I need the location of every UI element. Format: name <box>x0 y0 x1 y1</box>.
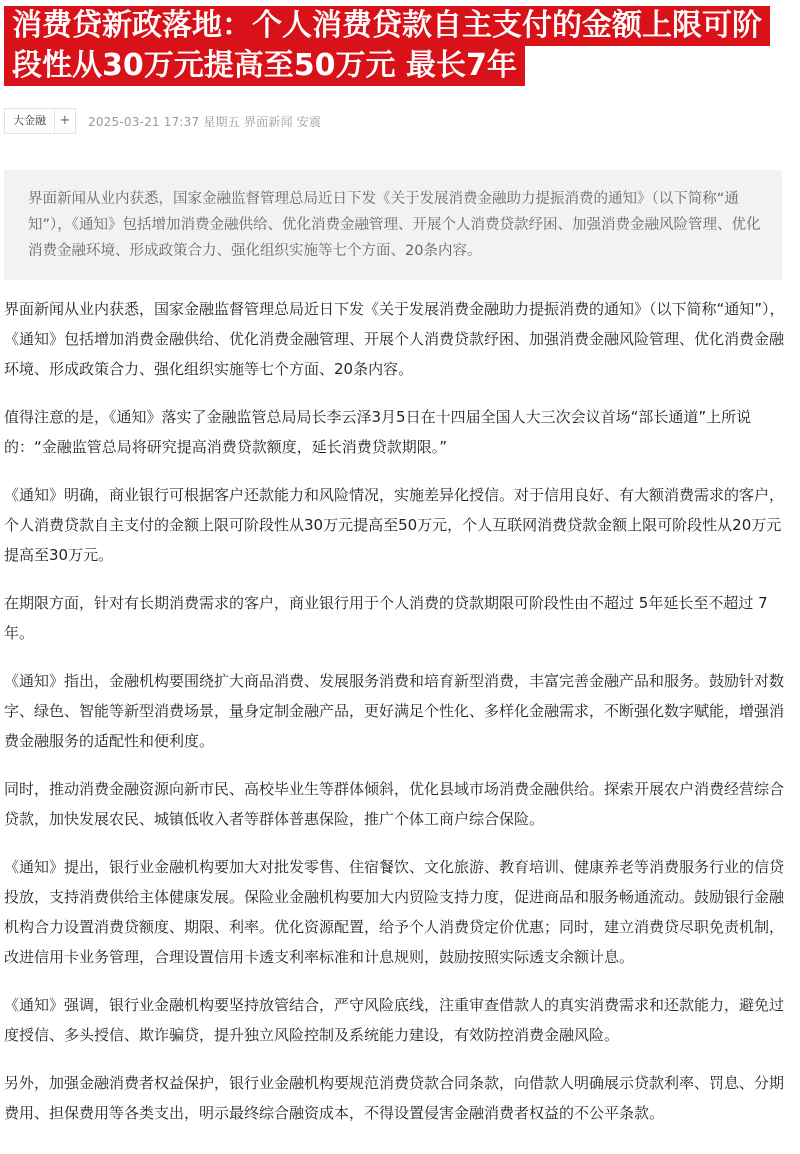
paragraph-9: 另外，加强金融消费者权益保护，银行业金融机构要规范消费贷款合同条款，向借款人明确展示贷款利率、罚息、分期费用、担保费用等各类支出，明示最终综合融资成本，不得设置侵害金融消费者权益的不公平条款。 <box>4 1074 785 1122</box>
follow-plus-icon[interactable]: + <box>54 109 75 133</box>
title-line-2: 段性从30万元提高至50万元 最长7年 <box>4 46 525 86</box>
paragraph-6: 同时，推动消费金融资源向新市民、高校毕业生等群体倾斜，优化县域市场消费金融供给。探索开展农户消费经营综合贷款，加快发展农民、城镇低收入者等群体普惠保险，推广个体工商户综合保险。 <box>4 780 785 828</box>
paragraph-4: 在期限方面，针对有长期消费需求的客户，商业银行用于个人消费的贷款期限可阶段性由不超过 5年延长至不超过 7 年。 <box>4 594 768 642</box>
publish-info: 2025-03-21 17:37 星期五 界面新闻 安震 <box>88 114 322 129</box>
title-line-1: 消费贷新政落地：个人消费贷款自主支付的金额上限可阶 <box>4 6 770 46</box>
article-summary: 界面新闻从业内获悉，国家金融监督管理总局近日下发《关于发展消费金融助力提振消费的通知》（以下简称“通知”），《通知》包括增加消费金融供给、优化消费金融管理、开展个人消费贷款纾困、加强消费金融风险管理、优化消费金融环境、形成政策合力、强化组织实施等七个方面、20条内容。 <box>4 170 782 280</box>
paragraph-5: 《通知》指出，金融机构要围绕扩大商品消费、发展服务消费和培育新型消费，丰富完善金融产品和服务。鼓励针对数字、绿色、智能等新型消费场景，量身定制金融产品，更好满足个性化、多样化金融需求，不断强化数字赋能，增强消费金融服务的适配性和便利度。 <box>4 672 785 750</box>
paragraph-2: 值得注意的是，《通知》落实了金融监管总局局长李云泽3月5日在十四届全国人大三次会议首场“部长通道”上所说的：“金融监管总局将研究提高消费贷款额度，延长消费贷款期限。” <box>4 408 752 456</box>
paragraph-8: 《通知》强调，银行业金融机构要坚持放管结合，严守风险底线，注重审查借款人的真实消费需求和还款能力，避免过度授信、多头授信、欺诈骗贷，提升独立风险控制及系统能力建设，有效防控消费金融风险。 <box>4 996 785 1044</box>
article-body <box>0 280 800 1128</box>
article-title <box>0 0 800 86</box>
category-tag[interactable] <box>4 108 76 134</box>
paragraph-7: 《通知》提出，银行业金融机构要加大对批发零售、住宿餐饮、文化旅游、教育培训、健康养老等消费服务行业的信贷投放，支持消费供给主体健康发展。保险业金融机构要加大内贸险支持力度，促进商品和服务畅通流动。鼓励银行金融机构合力设置消费贷额度、期限、利率。优化资源配置，给予个人消费贷定价优惠；同时，建立消费贷尽职免责机制，改进信用卡业务管理，合理设置信用卡透支利率标准和计息规则，鼓励按照实际透支余额计息。 <box>4 858 785 966</box>
paragraph-1: 界面新闻从业内获悉，国家金融监督管理总局近日下发《关于发展消费金融助力提振消费的通知》（以下简称“通知”），《通知》包括增加消费金融供给、优化消费金融管理、开展个人消费贷款纾困、加强消费金融风险管理、优化消费金融环境、形成政策合力、强化组织实施等七个方面、20条内容。 <box>4 300 785 378</box>
category-tag-label[interactable]: 大金融 <box>13 114 46 127</box>
paragraph-3: 《通知》明确，商业银行可根据客户还款能力和风险情况，实施差异化授信。对于信用良好、有大额消费需求的客户，个人消费贷款自主支付的金额上限可阶段性从30万元提高至50万元，个人互联网消费贷款金额上限可阶段性从20万元提高至30万元。 <box>4 486 785 564</box>
article-meta <box>4 108 800 134</box>
